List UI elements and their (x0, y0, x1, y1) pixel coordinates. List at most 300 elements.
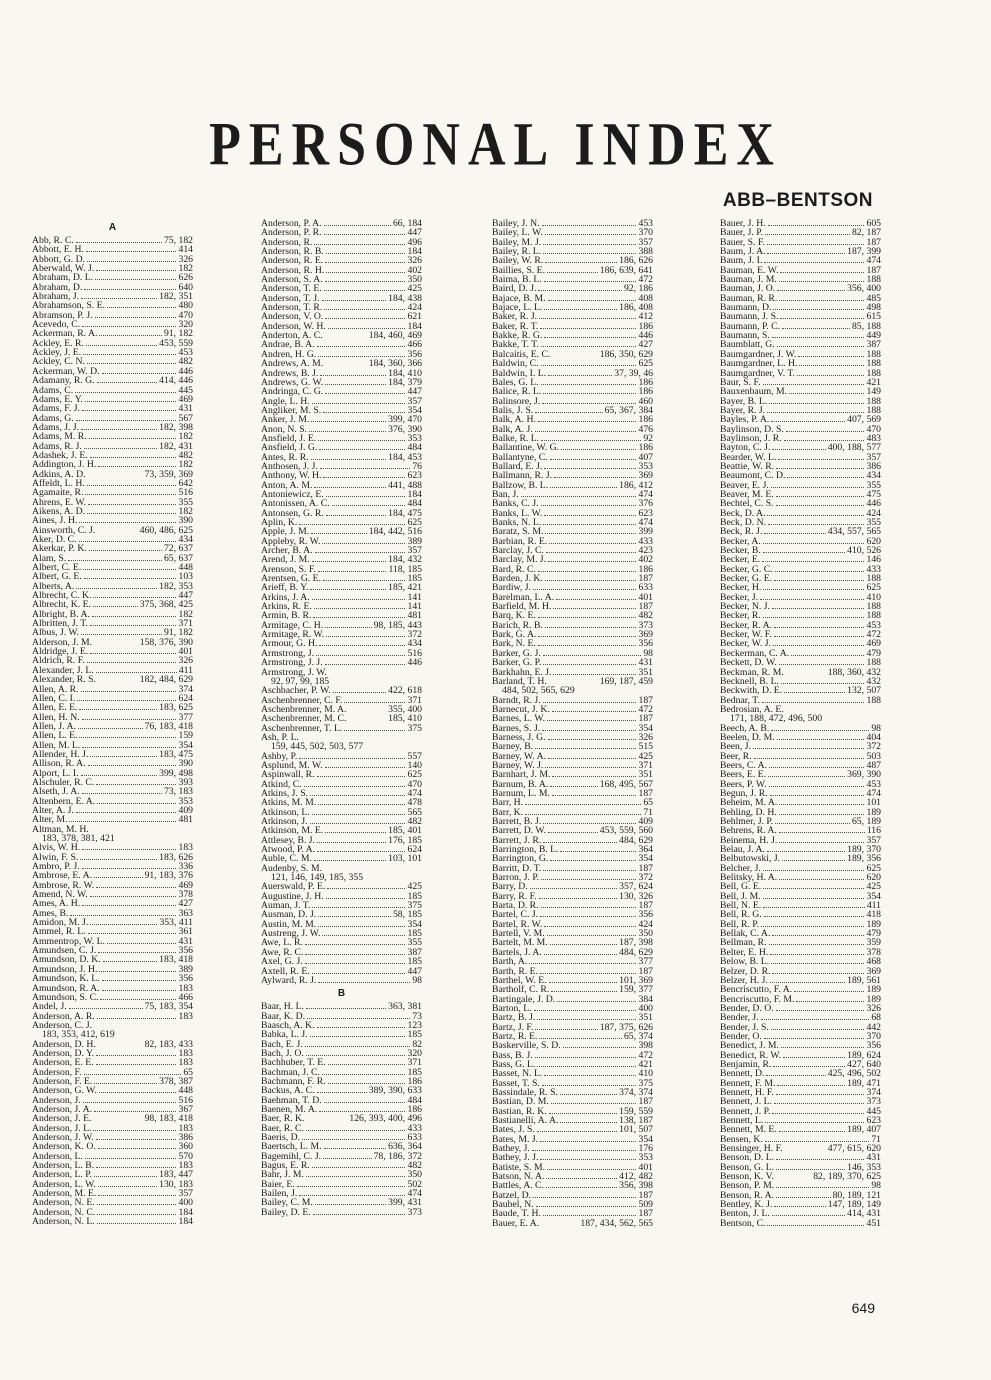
entry-pages: 447 (178, 590, 193, 602)
leader-dots (306, 1002, 386, 1009)
leader-dots (775, 817, 850, 824)
entry-name: Auble, C. M. (261, 853, 312, 865)
entry-name: Albrecht, C. K. (32, 590, 92, 602)
leader-dots (344, 724, 405, 731)
leader-dots (325, 826, 386, 833)
entry-name: Baar, K. D. (261, 1010, 306, 1022)
entry-name: Antonsen, G. R. (261, 507, 324, 519)
entry-name: Arkins, R. E. (261, 601, 312, 613)
entry-pages: 625 (407, 769, 422, 781)
leader-dots (87, 479, 177, 486)
leader-dots (82, 741, 176, 748)
entry-name: Anderson, N. L. (32, 1216, 95, 1228)
entry-pages: 427 (638, 339, 653, 351)
entry-name: Anon, N. S. (261, 423, 308, 435)
entry-name: Asplund, M. W. (261, 759, 323, 771)
entry-name: Batiste, S. M. (492, 1161, 546, 1173)
entry-pages: 375, 368, 425 (139, 599, 193, 611)
leader-dots (90, 918, 157, 925)
entry-pages: 187 (638, 862, 653, 874)
leader-dots (762, 555, 864, 562)
entry-name: Balis, J. S. (492, 404, 534, 416)
entry-name: Aldridge, J. E. (32, 646, 89, 658)
entry-name: Benson, R. A. (720, 1189, 775, 1201)
entry-name: Bell, R. P. (720, 918, 760, 930)
leader-dots (764, 527, 825, 534)
leader-dots (306, 1170, 406, 1177)
entry-pages: 187 (638, 965, 653, 977)
entry-name: Barden, J. K. (492, 573, 543, 585)
leader-dots (318, 910, 391, 917)
entry-name: Abrahamson, S. E. (32, 300, 105, 312)
leader-dots (767, 1219, 864, 1226)
entry-name: Barney, W. J. (492, 759, 544, 771)
entry-name: Benton, J. L. (720, 1208, 770, 1220)
entry-pages: 433 (638, 535, 653, 547)
entry-pages: 91, 183, 376 (144, 870, 193, 882)
leader-dots (328, 1058, 406, 1065)
entry-pages: 350 (638, 928, 653, 940)
entry-pages: 389, 390, 633 (368, 1085, 422, 1097)
leader-dots (781, 677, 865, 684)
leader-dots (542, 219, 637, 226)
entry-name: Bauman, J. O. (720, 283, 776, 295)
entry-pages: 425 (407, 881, 422, 893)
leader-dots (81, 685, 177, 692)
entry-pages: 185 (407, 1029, 422, 1041)
entry-name: Barrington, G. (492, 853, 549, 865)
entry-name: Barth, R. E. (492, 965, 539, 977)
entry-pages: 85, 188 (851, 320, 881, 332)
entry-pages: 620 (866, 872, 881, 884)
entry-name: Ammel, R. L. (32, 926, 86, 938)
leader-dots (297, 1180, 406, 1187)
entry-pages: 92, 97, 99, 185 (271, 675, 330, 687)
leader-dots (772, 1209, 845, 1216)
entry-pages: 515 (638, 741, 653, 753)
entry-name: Becker, B. (720, 545, 761, 557)
leader-dots (779, 836, 864, 843)
entry-pages: 605 (866, 218, 881, 229)
leader-dots (310, 817, 406, 824)
leader-dots (86, 245, 177, 252)
entry-pages: 448 (178, 1085, 193, 1097)
entry-name: Anderson, L. (32, 1150, 83, 1162)
entry-pages: 146, 353 (847, 1161, 881, 1173)
leader-dots (326, 266, 405, 273)
entry-name: Atkins, J. S. (261, 787, 309, 799)
entry-pages: 516 (178, 487, 193, 499)
entry-name: Becker, E. (720, 554, 761, 566)
leader-dots (309, 425, 386, 432)
entry-name: Anderson, L. P. (32, 1169, 93, 1181)
leader-dots (550, 854, 636, 861)
entry-name: Becker, G. C. (720, 563, 773, 575)
entry-name: Abb, R. C. (32, 235, 74, 246)
entry-pages: 425 (866, 881, 881, 893)
entry-pages: 188 (866, 404, 881, 416)
entry-name: Baima, B. L. (492, 274, 542, 286)
entry-name: Baumann, J. S. (720, 311, 779, 323)
leader-dots (84, 283, 176, 290)
leader-dots (97, 376, 157, 383)
index-entry (720, 1219, 881, 1228)
entry-pages: 91, 182 (163, 328, 193, 340)
leader-dots (779, 873, 864, 880)
leader-dots (767, 845, 845, 852)
entry-name: Anderson, F. E. (32, 1075, 93, 1087)
leader-dots (323, 406, 405, 413)
entry-pages: 353, 411 (159, 917, 193, 929)
leader-dots (770, 789, 865, 796)
entry-name: Bauman, R. R. (720, 292, 778, 304)
entry-pages: 633 (407, 1132, 422, 1143)
entry-pages: 65 (643, 797, 653, 809)
entry-pages: 516 (178, 1094, 193, 1106)
entry-name: Becker, A. (720, 535, 761, 547)
leader-dots (533, 583, 637, 590)
leader-dots (775, 565, 865, 572)
leader-dots (544, 303, 617, 310)
entry-pages: 401 (178, 646, 193, 658)
entry-pages: 98 (871, 722, 881, 734)
entry-name: Baumgardner, L. H. (720, 358, 798, 370)
entry-name: Andrews, A. M. (261, 358, 324, 370)
entry-name: Becker, G. E. (720, 573, 773, 585)
entry-name: Amend, N. W. (32, 889, 88, 901)
entry-name: Abbott, G. D. (32, 253, 86, 265)
entry-pages: 411 (866, 900, 881, 912)
entry-name: Adamany, R. G. (32, 375, 95, 387)
entry-name: Begun, J. R. (720, 787, 768, 799)
entry-name: Anderson, T. R. (261, 302, 323, 314)
leader-dots (96, 666, 177, 673)
entry-pages: 372 (866, 741, 881, 753)
entry-name: Basset, T. S. (492, 1077, 540, 1089)
leader-dots (96, 1133, 177, 1140)
entry-pages: 411 (178, 664, 193, 676)
entry-name: Baer, R. K. (261, 1113, 305, 1125)
leader-dots (87, 255, 176, 262)
entry-pages: 414, 431 (847, 1208, 881, 1220)
entry-name: Allen, E. E. (32, 702, 78, 714)
leader-dots (319, 639, 405, 646)
entry-pages: 404 (866, 731, 881, 743)
entry-name: Armin, B. R. (261, 610, 312, 622)
entry-pages: 423 (638, 545, 653, 557)
leader-dots (90, 750, 157, 757)
leader-dots (332, 499, 406, 506)
leader-dots (79, 535, 177, 542)
leader-dots (773, 1060, 845, 1067)
leader-dots (547, 1163, 636, 1170)
leader-dots (537, 1013, 636, 1020)
entry-pages: 357 (407, 395, 422, 407)
entry-pages: 188 (866, 694, 881, 706)
leader-dots (765, 1116, 864, 1123)
entry-name: Amundson, K. L. (32, 973, 100, 985)
leader-dots (763, 583, 864, 590)
leader-dots (761, 1013, 870, 1020)
entry-name: Bender, J. (720, 1012, 759, 1024)
entry-pages: 375 (407, 900, 422, 912)
entry-name: Ambrose, E. A. (32, 870, 93, 882)
leader-dots (764, 256, 864, 263)
entry-pages: 354 (638, 722, 653, 734)
leader-dots (784, 686, 845, 693)
entry-name: Batson, N. A. (492, 1171, 545, 1183)
leader-dots (771, 481, 865, 488)
leader-dots (537, 1060, 636, 1067)
leader-dots (318, 565, 387, 572)
entry-name: Bardiw, J. (492, 582, 531, 594)
entry-pages: 183, 475 (159, 748, 193, 760)
leader-dots (85, 395, 177, 402)
entry-name: Baillies, S. E. (492, 264, 546, 276)
leader-dots (779, 275, 865, 282)
entry-pages: 460, 486, 625 (139, 524, 193, 536)
entry-pages: 373 (866, 1096, 881, 1108)
entry-pages: 184, 442, 516 (368, 526, 422, 538)
leader-dots (763, 882, 864, 889)
entry-pages: 326 (178, 655, 193, 667)
entry-name: Antoniewicz, E. (261, 488, 324, 500)
entry-name: Ahrens, E. W. (32, 496, 87, 508)
leader-dots (304, 780, 406, 787)
entry-pages: 370 (866, 1030, 881, 1042)
entry-name: Baer, R. C. (261, 1122, 304, 1134)
leader-dots (318, 920, 405, 927)
entry-pages: 371 (178, 618, 193, 630)
leader-dots (763, 378, 865, 385)
entry-name: Bates, J. S. (492, 1124, 535, 1136)
entry-pages: 474 (638, 517, 653, 528)
entry-pages: 387 (866, 339, 881, 351)
leader-dots (543, 387, 636, 394)
leader-dots (317, 770, 406, 777)
entry-name: Arenson, S. F. (261, 563, 316, 575)
entry-name: Allen, L. E. (32, 730, 78, 742)
entry-name: Alvis, W. H. (32, 842, 81, 854)
entry-name: Beattie, W. R. (720, 460, 775, 472)
entry-pages: 187 (638, 900, 653, 912)
leader-dots (81, 628, 162, 635)
entry-pages: 474 (638, 488, 653, 500)
entry-name: Belzer, H. J. (720, 974, 768, 986)
entry-pages: 408 (638, 292, 653, 304)
entry-name: Atkinson, J. (261, 816, 308, 827)
leader-dots (535, 425, 637, 432)
entry-pages: 91, 182 (163, 627, 193, 639)
entry-name: Andren, H. G. (261, 348, 317, 360)
entry-name: Albert, G. E. (32, 571, 82, 583)
entry-name: Alter, A. J. (32, 804, 74, 816)
leader-dots (779, 798, 864, 805)
leader-dots (344, 696, 405, 703)
entry-name: Anderson, W. H. (261, 320, 326, 332)
leader-dots (325, 761, 406, 768)
entry-name: Antes, R. R. (261, 451, 309, 463)
leader-dots (546, 1181, 617, 1188)
entry-pages: 187, 398 (619, 937, 653, 949)
entry-name: Barta, D. R. (492, 900, 539, 912)
entry-name: Axtell, R. E. (261, 965, 310, 977)
entry-name: Allen, J. A. (32, 720, 76, 732)
leader-dots (324, 219, 391, 226)
leader-dots (779, 294, 864, 301)
entry-pages: 183, 447 (159, 1169, 193, 1181)
entry-pages: 168, 495, 567 (599, 778, 653, 790)
entry-name: Becker, N. J. (720, 601, 770, 613)
entry-pages: 446 (866, 498, 881, 510)
leader-dots (563, 1041, 637, 1048)
leader-dots (772, 929, 864, 936)
entry-pages: 376, 390 (388, 423, 422, 435)
leader-dots (312, 593, 406, 600)
entry-pages: 82, 189, 370, 625 (813, 1171, 881, 1183)
entry-pages: 189 (866, 984, 881, 996)
entry-pages: 146 (866, 554, 881, 566)
entry-pages: 356 (638, 638, 653, 650)
leader-dots (102, 367, 177, 374)
entry-pages: 171, 188, 472, 496, 500 (730, 713, 823, 725)
entry-name: Bachman, J. C. (261, 1066, 320, 1078)
leader-dots (768, 518, 864, 525)
entry-name: Aschbacher, P. W. (261, 685, 331, 697)
entry-name: Alberts, A. (32, 580, 75, 592)
entry-name: Ballard, E. J. (492, 460, 543, 472)
leader-dots (542, 1079, 637, 1086)
entry-name: Balcaitis, E. C. (492, 348, 551, 360)
entry-pages: 184, 410 (388, 367, 422, 379)
entry-name: Barney, B. (492, 741, 534, 753)
entry-pages: 476 (638, 423, 653, 435)
leader-dots (552, 789, 637, 796)
entry-name: Baertsch, L. M. (261, 1141, 322, 1153)
entry-pages: 159, 377 (619, 984, 653, 996)
entry-pages: 158, 376, 390 (139, 636, 193, 648)
entry-pages: 182, 484, 629 (139, 674, 193, 686)
leader-dots (781, 1041, 865, 1048)
entry-pages: 615 (866, 311, 881, 323)
entry-name: Barrett, B. J. (492, 816, 542, 827)
entry-pages: 183 (178, 1160, 193, 1172)
entry-name: Ackerman, W. D. (32, 365, 100, 377)
leader-dots (552, 705, 637, 712)
entry-name: Alam, S. (32, 552, 67, 564)
entry-name: Bachmann, F. R. (261, 1075, 326, 1087)
entry-name: Bailey, D. E. (261, 1206, 311, 1218)
entry-name: Armstrong, J. J. (261, 657, 323, 669)
entry-name: Beck, R. J. (720, 526, 763, 538)
leader-dots (776, 462, 864, 469)
entry-pages: 410 (866, 591, 881, 603)
leader-dots (769, 397, 864, 404)
leader-dots (305, 948, 405, 955)
leader-dots (546, 546, 637, 553)
leader-dots (538, 630, 636, 637)
entry-name: Anderson, A. R. (32, 1010, 95, 1022)
leader-dots (88, 759, 177, 766)
entry-pages: 484, 629 (619, 834, 653, 846)
entry-pages: 468 (866, 956, 881, 968)
entry-name: Affeldt, L. H. (32, 477, 85, 489)
entry-pages: 400, 188, 577 (827, 442, 881, 454)
entry-name: Anthosen, J. J. (261, 460, 318, 472)
entry-name: Bailen, J. (261, 1188, 298, 1200)
entry-name: Anderson, T. E. (261, 283, 322, 295)
entry-pages: 372 (638, 872, 653, 884)
leader-dots (772, 443, 825, 450)
entry-pages: 389 (407, 535, 422, 547)
entry-pages: 189, 356 (847, 853, 881, 865)
entry-name: Beckman, R. M. (720, 666, 784, 678)
entry-pages: 185 (407, 956, 422, 968)
entry-pages: 182 (178, 431, 193, 443)
entry-name: Bartz, R. E. (492, 1030, 538, 1042)
entry-pages: 183 (178, 1010, 193, 1022)
page-number: 649 (851, 1300, 875, 1316)
entry-pages: 484 (407, 442, 422, 454)
entry-pages: 186, 350, 629 (599, 348, 653, 360)
entry-name: Anderson, D. H. (32, 1038, 96, 1050)
entry-pages: 422, 618 (388, 685, 422, 697)
entry-name: Allen, A. R. (32, 683, 79, 695)
entry-pages: 353 (178, 795, 193, 807)
entry-name: Allen, H. N. (32, 711, 80, 723)
leader-dots (780, 266, 864, 273)
entry-pages: 353 (638, 1152, 653, 1164)
leader-dots (771, 415, 845, 422)
entry-name: Alexander, R. S. (32, 674, 96, 686)
leader-dots (103, 955, 157, 962)
entry-name: Aikens, A. D. (32, 505, 86, 517)
entry-name: Baum, J. A. (720, 246, 766, 258)
entry-pages: 82, 183, 433 (144, 1038, 193, 1050)
entry-pages: 481 (178, 814, 193, 826)
leader-dots (761, 920, 864, 927)
entry-pages: 484, 502, 565, 629 (502, 685, 575, 697)
entry-name: Barnecut, J. K. (492, 703, 550, 715)
entry-name: Armstrong, J. W. (261, 666, 327, 678)
entry-name: Bennett, J. P. (720, 1105, 771, 1117)
leader-dots (326, 490, 406, 497)
entry-name: Bentley, K. J. (720, 1199, 773, 1211)
leader-dots (96, 778, 176, 785)
entry-pages: 570 (178, 1150, 193, 1162)
leader-dots (96, 1049, 176, 1056)
entry-name: Beckerman, C. A. (720, 647, 790, 659)
entry-pages: 71 (871, 1133, 881, 1145)
leader-dots (551, 985, 617, 992)
leader-dots (317, 836, 386, 843)
entry-pages: 482 (178, 449, 193, 461)
leader-dots (94, 1077, 157, 1084)
entry-name: Bartel, C. J. (492, 909, 539, 921)
entry-pages: 371 (638, 759, 653, 771)
leader-dots (772, 1107, 864, 1114)
entry-name: Baenen, M. A. (261, 1103, 318, 1115)
leader-dots (94, 1105, 176, 1112)
leader-dots (535, 406, 602, 413)
leader-dots (320, 462, 411, 469)
leader-dots (318, 434, 405, 441)
entry-pages: 188 (866, 274, 881, 286)
entry-name: Andrews, G. W. (261, 376, 324, 388)
entry-pages: 188 (866, 367, 881, 379)
entry-pages: 361 (178, 926, 193, 938)
entry-name: Augustine, J. H. (261, 890, 324, 902)
